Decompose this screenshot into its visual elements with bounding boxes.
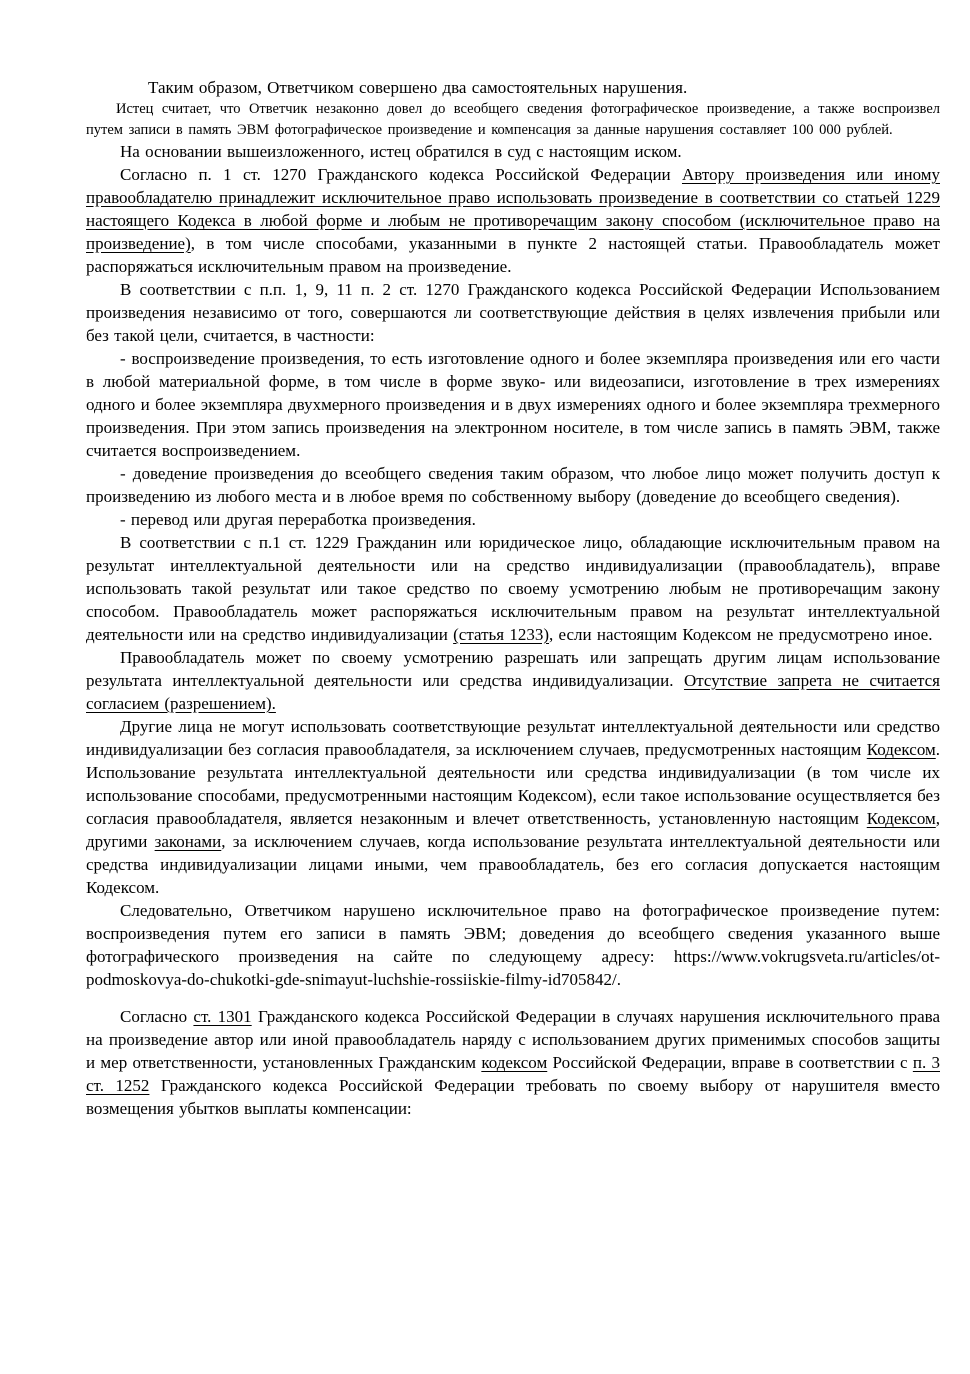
text-run: На основании вышеизложенного, истец обратился в суд с настоящим иском. (120, 142, 682, 161)
text-run: Следовательно, Ответчиком нарушено исключительное право на фотографическое произведение путем: воспроизведения путем его записи в память ЭВМ; доведения до всеобщего сведения указанного выше фотографического произведения на сайте по следующему адресу: https://www.vokrugsveta.ru/articles/ot-podmoskovya-do-chukotki-gde-snimayut-luchshie-rossiiskie-filmy-id705842/. (86, 901, 940, 989)
text-run: , в том числе способами, указанными в пункте 2 настоящей статьи. Правообладатель может распоряжаться исключительным правом на произведение. (86, 234, 940, 276)
underlined-text-run: Отсутствие запрета не считается согласием (разрешением). (86, 671, 940, 713)
text-run: , за исключением случаев, когда использование результата интеллектуальной деятельности или средства индивидуализации лицами иными, чем правообладатель, без его согласия допускается настоящим Кодексом. (86, 832, 940, 897)
underlined-text-run: Кодексом (866, 809, 936, 828)
text-run: Гражданского кодекса Российской Федерации в случаях нарушения исключительного права на произведение автор или иной правообладатель наряду с использованием других применимых способов защиты и мер ответственности, установленных Гражданским (86, 1007, 940, 1072)
text-run: Правообладатель может по своему усмотрению разрешать или запрещать другим лицам использование результата интеллектуальной деятельности или средства индивидуализации. (86, 648, 940, 690)
text-run: Согласно (120, 1007, 194, 1026)
text-run: - перевод или другая переработка произведения. (120, 510, 476, 529)
underlined-text-run: (статья 1233) (453, 625, 549, 644)
text-run: В соответствии с п.п. 1, 9, 11 п. 2 ст. 1270 Гражданского кодекса Российской Федерации Использованием произведения независимо от того, совершаются ли соответствующие действия в целях извлечения прибыли или без такой цели, считается, в частности: (86, 280, 940, 345)
paragraph-article-1301-compensation (86, 1005, 940, 1120)
paragraph-filed-lawsuit (86, 140, 940, 163)
paragraph-article-1229-p1 (86, 531, 940, 646)
paragraph-list-item-translation (86, 508, 940, 531)
paragraph-consequently-violation-url (86, 899, 940, 991)
paragraph-plaintiff-claim-compensation (86, 99, 940, 140)
text-run: Согласно п. 1 ст. 1270 Гражданского кодекса Российской Федерации (120, 165, 682, 184)
paragraph-list-item-making-available (86, 462, 940, 508)
text-run: Гражданского кодекса Российской Федерации требовать по своему выбору от нарушителя вместо возмещения убытков выплаты компенсации: (86, 1076, 941, 1118)
paragraph-article-1270-p1 (86, 163, 940, 278)
underlined-text-run: кодексом (481, 1053, 548, 1072)
underlined-text-run: ст. 1301 (193, 1007, 252, 1026)
paragraph-list-item-reproduction (86, 347, 940, 462)
underlined-text-run: п. 3 ст. 1252 (86, 1053, 940, 1095)
text-run: В соответствии с п.1 ст. 1229 Гражданин или юридическое лицо, обладающие исключительным правом на результат интеллектуальной деятельности или на средство индивидуализации (правообладатель), вправе использовать такой результат или такое средство по своему усмотрению любым не противоречащим закону способом. Правообладатель может распоряжаться исключительным правом на результат интеллектуальной деятельности или на средство индивидуализации (86, 533, 940, 644)
text-run: , если настоящим Кодексом не предусмотрено иное. (549, 625, 933, 644)
text-run: - доведение произведения до всеобщего сведения таким образом, что любое лицо может получить доступ к произведению из любого места и в любое время по собственному выбору (доведение до всеобщего сведения). (86, 464, 940, 506)
underlined-text-run: законами (154, 832, 222, 851)
text-run: , другими (86, 809, 940, 851)
text-run: Другие лица не могут использовать соответствующие результат интеллектуальной деятельности или средство индивидуализации без согласия правообладателя, за исключением случаев, предусмотренных настоящим (86, 717, 940, 759)
text-run: Российской Федерации, вправе в соответствии с (547, 1053, 913, 1072)
text-run: . Использование результата интеллектуальной деятельности или средства индивидуализации (в том числе их использование способами, предусмотренными настоящим Кодексом), если такое использование осуществляется без согласия правообладателя, является незаконным и влечет ответственность, установленную настоящим (86, 740, 940, 828)
text-run: - воспроизведение произведения, то есть изготовление одного и более экземпляра произведения или его части в любой материальной форме, в том числе в форме звуко- или видеозаписи, изготовление в трех измерениях одного и более экземпляра двухмерного произведения и в двух измерениях одного и более экземпляра трехмерного произведения. При этом запись произведения на электронном носителе, в том числе запись в память ЭВМ, также считается воспроизведением. (86, 349, 940, 460)
paragraph-article-1270-p2-intro (86, 278, 940, 347)
text-run: Истец считает, что Ответчик незаконно довел до всеобщего сведения фотографическое произведение, а также воспроизвел путем записи в память ЭВМ фотографическое произведение и компенсация за данные нарушения составляет 100 000 рублей. (86, 101, 940, 138)
paragraph-rightholder-permission (86, 646, 940, 715)
text-run: Таким образом, Ответчиком совершено два самостоятельных нарушения. (148, 78, 688, 97)
underlined-text-run: Кодексом (866, 740, 936, 759)
paragraph-two-violations-conclusion (86, 76, 940, 99)
underlined-text-run: Автору произведения или иному правообладателю принадлежит исключительное право использовать произведение в соответствии со статьей 1229 настоящего Кодекса в любой форме и любым не противоречащим закону способом (исключительное право на произведение) (86, 165, 940, 253)
paragraph-other-persons-use (86, 715, 940, 899)
